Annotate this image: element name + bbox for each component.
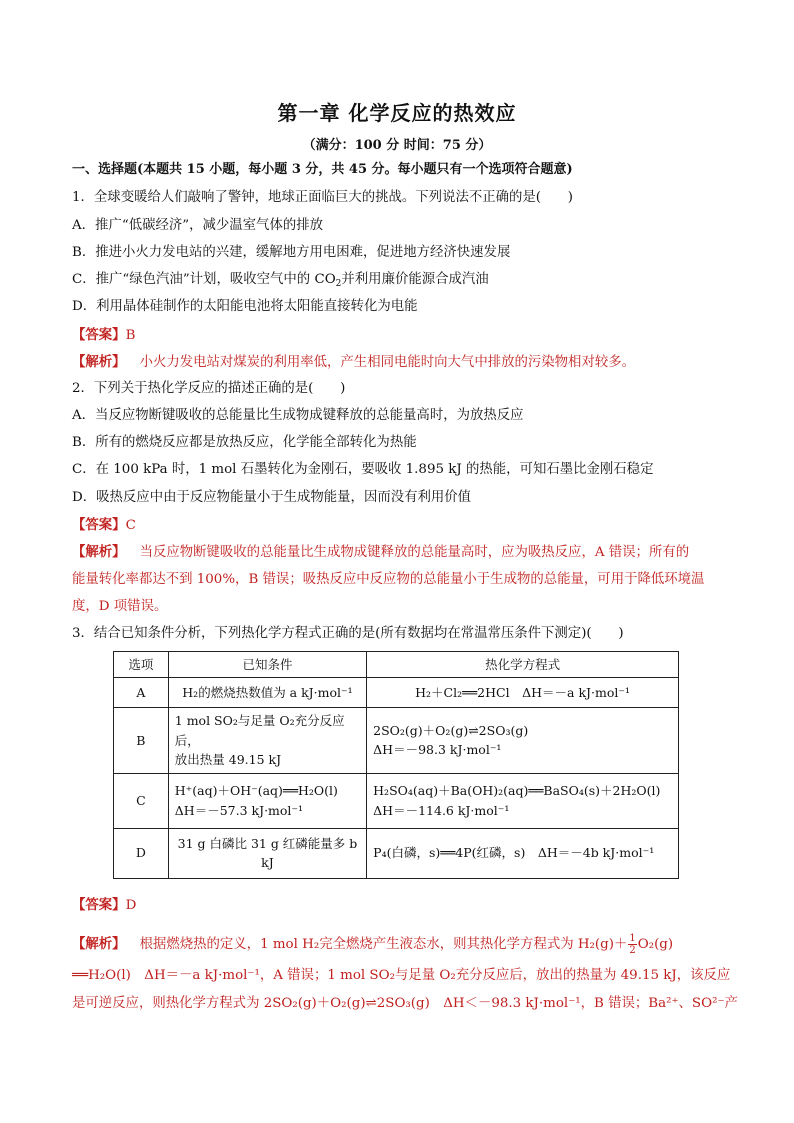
table-header-cell: 选项 <box>114 652 169 678</box>
q1-answer: 【答案】B <box>72 327 136 343</box>
equation-cell: H₂SO₄(aq)＋Ba(OH)₂(aq)══BaSO₄(s)＋2H₂O(l) ΔH＝－114.6 kJ·mol⁻¹ <box>367 773 679 828</box>
option-cell: C <box>114 773 169 828</box>
condition-cell: H₂的燃烧热数值为 a kJ·mol⁻¹ <box>168 678 366 708</box>
q3-analysis-line-1: 【解析】 根据燃烧热的定义，1 mol H₂完全燃烧产生液态水，则其热化学方程式为 H₂(g)＋ $\frac{1}{2}$ O₂(g) <box>72 933 674 956</box>
q1-option-c: C．推广“绿色汽油”计划，吸收空气中的 $CO_2$并利用廉价能源合成汽油 <box>72 272 489 289</box>
option-cell: D <box>114 828 169 878</box>
table-header-row <box>114 652 679 678</box>
one-half-fraction: $\frac{1}{2}$ <box>629 933 636 956</box>
q2-analysis-line-2: 能量转化率都达不到 100%，B 错误；吸热反应中反应物的总能量小于生成物的总能量，可用于降低环境温 <box>72 572 705 587</box>
section-heading: 一、选择题(本题共 15 小题，每小题 3 分，共 45 分。每小题只有一个选项符合题意) <box>72 162 573 177</box>
option-cell: A <box>114 678 169 708</box>
q3-options-table <box>113 651 679 879</box>
table-row <box>114 828 679 878</box>
q2-analysis-line-3: 度，D 项错误。 <box>72 599 168 614</box>
q2-option-b: B．所有的燃烧反应都是放热反应，化学能全部转化为热能 <box>72 435 417 450</box>
q3-analysis-line-2: ══H₂O(l) ΔH＝－a kJ·mol⁻¹，A 错误；1 mol SO₂与足量 O₂充分反应后，放出的热量为 49.15 kJ，该反应 <box>72 968 731 983</box>
q1-analysis: 【解析】 小火力发电站对煤炭的利用率低，产生相同电能时向大气中排放的污染物相对较多。 <box>72 354 636 370</box>
page-title: 第一章 化学反应的热效应 <box>277 101 517 125</box>
condition-cell: H⁺(aq)＋OH⁻(aq)══H₂O(l) ΔH＝－57.3 kJ·mol⁻¹ <box>168 773 366 828</box>
equation-cell: H₂＋Cl₂══2HCl ΔH＝－a kJ·mol⁻¹ <box>367 678 679 708</box>
q1-stem: 1．全球变暖给人们敲响了警钟，地球正面临巨大的挑战。下列说法不正确的是( ) <box>72 190 574 205</box>
table-row <box>114 678 679 708</box>
q2-option-d: D．吸热反应中由于反应物能量小于生成物能量，因而没有利用价值 <box>72 490 472 505</box>
condition-cell: 1 mol SO₂与足量 O₂充分反应后， 放出热量 49.15 kJ <box>168 708 366 773</box>
condition-cell: 31 g 白磷比 31 g 红磷能量多 b kJ <box>168 828 366 878</box>
table-row <box>114 773 679 828</box>
q3-stem: 3．结合已知条件分析，下列热化学方程式正确的是(所有数据均在常温常压条件下测定)( ) <box>72 626 624 641</box>
table-row <box>114 708 679 773</box>
table-header-cell: 热化学方程式 <box>367 652 679 678</box>
q3-analysis-line-3: 是可逆反应，则热化学方程式为 2SO₂(g)＋O₂(g)⇌2SO₃(g) ΔH＜－98.3 kJ·mol⁻¹，B 错误；Ba²⁺、SO²⁻产 <box>72 996 738 1011</box>
equation-cell: P₄(白磷，s)══4P(红磷，s) ΔH＝－4b kJ·mol⁻¹ <box>367 828 679 878</box>
table-header-cell: 已知条件 <box>168 652 366 678</box>
option-cell: B <box>114 708 169 773</box>
q1-option-a: A．推广“低碳经济”，减少温室气体的排放 <box>72 218 324 233</box>
exam-info: （满分：100 分 时间：75 分） <box>302 138 492 153</box>
q2-analysis-line-1: 【解析】 当反应物断键吸收的总能量比生成物成键释放的总能量高时，应为吸热反应，A 错误；所有的 <box>72 544 690 560</box>
q2-answer: 【答案】C <box>72 517 136 533</box>
equation-cell: 2SO₂(g)＋O₂(g)⇌2SO₃(g) ΔH＝－98.3 kJ·mol⁻¹ <box>367 708 679 773</box>
q2-option-c: C．在 100 kPa 时，1 mol 石墨转化为金刚石，要吸收 1.895 kJ 的热能，可知石墨比金刚石稳定 <box>72 462 654 477</box>
q3-answer: 【答案】D <box>72 897 137 913</box>
q1-option-d: D．利用晶体硅制作的太阳能电池将太阳能直接转化为电能 <box>72 299 418 314</box>
q2-stem: 2．下列关于热化学反应的描述正确的是( ) <box>72 381 346 396</box>
q2-option-a: A．当反应物断键吸收的总能量比生成物成键释放的总能量高时，为放热反应 <box>72 408 524 423</box>
q1-option-b: B．推进小火力发电站的兴建，缓解地方用电困难，促进地方经济快速发展 <box>72 245 511 260</box>
